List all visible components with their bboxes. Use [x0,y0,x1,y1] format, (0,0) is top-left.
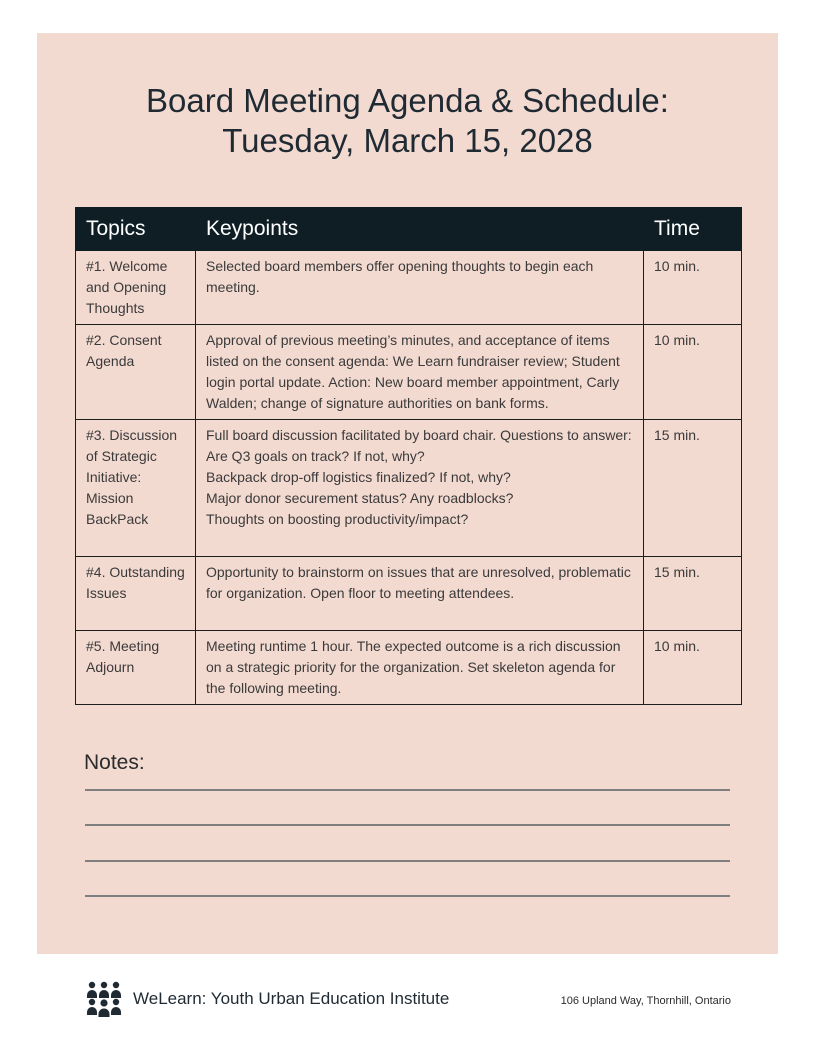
organization-address: 106 Upland Way, Thornhill, Ontario [560,995,731,1007]
table-row [76,251,742,325]
table-row [76,631,742,705]
keypoint-line: Approval of previous meeting’s minutes, and acceptance of items listed on the consent agenda: We Learn fundraiser review; Student login portal update. Action: New board member appointment, Carly Walden; change of signature authorities on bank forms. [206,332,620,411]
note-line[interactable] [85,895,730,897]
keypoints-cell [196,631,644,705]
header-keypoints: Keypoints [196,208,644,251]
keypoints-cell [196,251,644,325]
time-cell: 10 min. [644,631,742,705]
agenda-table [75,207,742,705]
keypoint-line: Major donor securement status? Any roadblocks? [206,490,514,506]
keypoint-line: Are Q3 goals on track? If not, why? [206,448,425,464]
header-time: Time [644,208,742,251]
keypoints-cell [196,420,644,557]
header-topics: Topics [76,208,196,251]
note-line[interactable] [85,824,730,826]
time-cell: 15 min. [644,420,742,557]
table-header-row [76,208,742,251]
note-line[interactable] [85,860,730,862]
keypoint-line: Thoughts on boosting productivity/impact? [206,511,469,527]
keypoints-cell [196,557,644,631]
keypoints-cell [196,325,644,420]
time-cell: 10 min. [644,251,742,325]
time-cell: 15 min. [644,557,742,631]
organization-name: WeLearn: Youth Urban Education Institute [133,989,450,1008]
topic-cell: #5. Meeting Adjourn [76,631,196,705]
keypoint-line: Opportunity to brainstorm on issues that are unresolved, problematic for organization. Open floor to meeting attendees. [206,564,631,601]
title-line-2: Tuesday, March 15, 2028 [222,122,593,159]
title-line-1: Board Meeting Agenda & Schedule: [146,82,669,119]
topic-cell: #1. Welcome and Opening Thoughts [76,251,196,325]
table-row [76,420,742,557]
keypoint-line: Full board discussion facilitated by board chair. Questions to answer: [206,427,632,443]
topic-cell: #4. Outstanding Issues [76,557,196,631]
page-title [37,81,778,161]
topic-cell: #3. Discussion of Strategic Initiative: Mission BackPack [76,420,196,557]
keypoint-line: Backpack drop-off logistics finalized? If not, why? [206,469,511,485]
notes-label: Notes: [84,751,145,774]
time-cell: 10 min. [644,325,742,420]
people-group-icon [84,981,124,1017]
note-line[interactable] [85,789,730,791]
keypoint-line: Selected board members offer opening thoughts to begin each meeting. [206,258,594,295]
topic-cell: #2. Consent Agenda [76,325,196,420]
agenda-panel [37,33,778,954]
keypoint-line: Meeting runtime 1 hour. The expected outcome is a rich discussion on a strategic priority for the organization. Set skeleton agenda for the following meeting. [206,638,621,696]
table-row [76,557,742,631]
table-row [76,325,742,420]
